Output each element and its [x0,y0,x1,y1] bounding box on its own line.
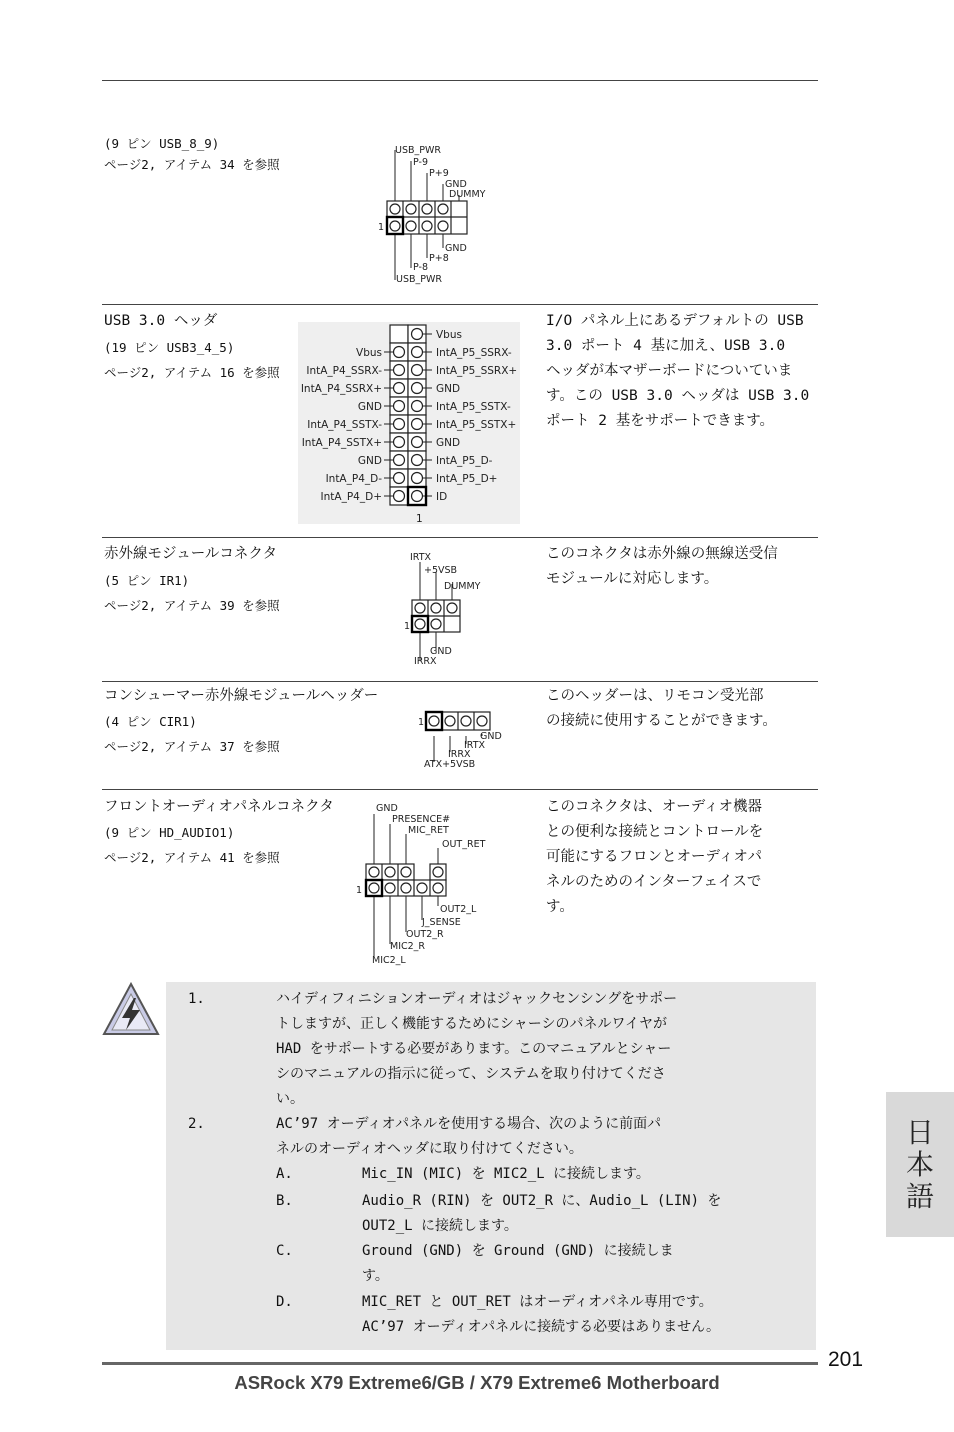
usb20-diagram [370,140,530,288]
footer-title: ASRock X79 Extreme6/GB / X79 Extreme6 Motherboard [234,1372,720,1393]
usb30-right-label: IntA_P5_SSTX+ [436,419,517,431]
note-line: トしますが、正しく機能するためにシャーシのパネルワイヤが [276,1016,668,1032]
cir-desc-line: このヘッダーは、リモコン受光部 [546,688,764,704]
ir-title: 赤外線モジュールコネクタ [104,546,278,562]
audio-desc-line: す。 [546,899,574,915]
usb30-pin-cell [390,325,408,343]
usb20-label: P+9 [429,168,449,179]
ir-pin1: 1 [404,621,411,632]
usb30-pin [412,401,423,412]
audio-desc-line: ネルのためのインターフェイスで [546,874,762,890]
usb20-ref: ページ2, アイテム 34 を参照 [104,157,280,172]
cir-diagram [412,704,512,770]
note-sub-letter: A. [276,1166,293,1182]
note-sub-letter: B. [276,1193,293,1209]
usb30-left-label: IntA_P4_SSRX- [306,365,382,377]
audio-label: OUT2_L [440,904,477,915]
usb30-left-label: IntA_P4_SSTX- [307,419,382,431]
audio-ref: ページ2, アイテム 41 を参照 [104,850,280,865]
footer-rule [102,1362,818,1365]
usb30-pin [412,347,423,358]
usb30-pin [412,455,423,466]
usb30-pin [412,419,423,430]
usb30-pin [394,401,405,412]
note-sub-line: す。 [362,1268,389,1284]
note-line: AC’97 オーディオパネルを使用する場合、次のように前面パ [276,1116,662,1132]
usb30-desc-line: す。この USB 3.0 ヘッダは USB 3.0 [546,388,810,404]
audio-diagram [352,798,502,968]
usb30-pin1: 1 [416,513,423,524]
ir-diagram [398,548,508,670]
usb30-right-label: ID [436,491,448,503]
usb30-left-label: GND [357,455,382,467]
audio-title: フロントオーディオパネルコネクタ [104,799,334,815]
usb30-right-label: Vbus [436,329,462,341]
usb30-right-label: IntA_P5_SSTX- [436,401,511,413]
audio-desc-line: との便利な接続とコントロールを [546,824,764,840]
audio-label: J_SENSE [422,917,461,928]
usb30-pin [412,473,423,484]
audio-label: PRESENCE# [392,814,451,825]
usb30-pin [412,329,423,340]
ir-ref: ページ2, アイテム 39 を参照 [104,598,280,613]
section-rule [102,304,818,305]
usb30-pin [412,437,423,448]
note-line: い。 [276,1091,304,1107]
note-sub-line: AC’97 オーディオパネルに接続する必要はありません。 [362,1319,721,1335]
usb20-pin1: 1 [378,222,385,233]
usb30-left-label: IntA_P4_D+ [320,491,382,503]
audio-label: MIC2_R [390,941,426,952]
audio-label: OUT2_R [406,929,444,940]
usb30-pin [394,365,405,376]
usb30-desc-line: I/O パネル上にあるデフォルトの USB [546,313,804,329]
ir-label: +5VSB [424,565,458,576]
usb30-pin [412,491,423,502]
usb30-pins: (19 ピン USB3_4_5) [104,340,235,355]
section-rule [102,789,818,790]
cir-label: IRTX [464,740,486,751]
usb20-label: GND [445,243,467,254]
usb20-label: USB_PWR [396,274,442,285]
note-sub-line: MIC_RET と OUT_RET はオーディオパネル専用です。 [362,1294,713,1310]
ir-label: IRTX [410,552,432,563]
usb30-diagram [298,322,520,524]
cir-label: IRRX [448,749,471,760]
usb30-pin [394,383,405,394]
usb30-pin [394,437,405,448]
usb20-label: USB_PWR [395,145,441,156]
section-rule [102,537,818,538]
usb30-pin [394,347,405,358]
ir-label: DUMMY [444,581,481,592]
usb30-left-label: GND [357,401,382,413]
usb30-desc-line: ポート 2 基をサポートできます。 [546,413,775,429]
cir-pin1: 1 [418,717,425,728]
note-sub-letter: D. [276,1294,293,1310]
usb30-pin [412,365,423,376]
ir-label: IRRX [414,656,437,667]
audio-label: MIC2_L [372,955,406,966]
usb30-right-label: IntA_P5_D- [436,455,493,467]
audio-pins: (9 ピン HD_AUDIO1) [104,825,235,840]
language-tab-char: 語 [905,1180,934,1213]
usb20-pins: (9 ピン USB_8_9) [104,136,220,151]
note-line: ハイディフィニションオーディオはジャックセンシングをサポー [276,991,678,1007]
cir-title: コンシューマー赤外線モジュールヘッダー [104,688,379,704]
ir-pins: (5 ピン IR1) [104,573,190,588]
usb30-left-label: IntA_P4_D- [325,473,382,485]
usb30-pin [394,473,405,484]
usb30-desc-line: 3.0 ポート 4 基に加え、USB 3.0 [546,338,786,354]
ir-label: GND [430,646,452,657]
audio-pin1: 1 [356,885,363,896]
audio-label: OUT_RET [442,839,486,850]
audio-desc-line: このコネクタは、オーディオ機器 [546,799,763,815]
note-line: シのマニュアルの指示に従って、システムを取り付けてくださ [276,1066,666,1082]
usb30-right-label: IntA_P5_SSRX- [436,347,512,359]
cir-pins: (4 ピン CIR1) [104,714,197,729]
usb30-left-label: Vbus [356,347,382,359]
language-tab-char: 日 [905,1116,934,1149]
usb30-left-label: IntA_P4_SSTX+ [301,437,382,449]
cir-desc-line: の接続に使用することができます。 [546,713,777,729]
usb30-pin [394,455,405,466]
note-line: HAD をサポートする必要があります。このマニュアルとシャー [276,1041,672,1057]
usb30-left-label: IntA_P4_SSRX+ [300,383,382,395]
usb30-right-label: GND [436,383,461,395]
page-number: 201 [828,1348,864,1371]
note-sub-line: Audio_R (RIN) を OUT2_R に、Audio_L (LIN) を [362,1193,722,1209]
audio-label: MIC_RET [408,825,449,836]
usb30-title: USB 3.0 ヘッダ [104,313,218,329]
usb20-label: P+8 [429,253,449,264]
language-tab-char: 本 [905,1148,934,1181]
cir-label: ATX+5VSB [424,759,476,770]
usb30-pin [394,419,405,430]
note-sub-line: OUT2_L に接続します。 [362,1218,518,1234]
note-item-number: 2. [188,1116,205,1132]
ir-desc-line: モジュールに対応します。 [546,571,719,587]
usb30-pin [394,491,405,502]
note-line: ネルのオーディオヘッダに取り付けてください。 [276,1141,583,1157]
usb20-label: P-8 [413,262,428,273]
usb30-pin [412,383,423,394]
note-sub-line: Ground (GND) を Ground (GND) に接続しま [362,1243,674,1259]
cir-ref: ページ2, アイテム 37 を参照 [104,739,280,754]
usb30-desc-line: ヘッダが本マザーボードについていま [546,363,793,379]
audio-label: GND [376,803,398,814]
usb30-right-label: IntA_P5_D+ [436,473,498,485]
note-sub-line: Mic_IN (MIC) を MIC2_L に接続します。 [362,1166,650,1182]
note-item-number: 1. [188,991,205,1007]
usb20-label: DUMMY [449,189,486,200]
ir-desc-line: このコネクタは赤外線の無線送受信 [546,546,778,562]
language-tab [886,1092,954,1237]
usb30-right-label: GND [436,437,461,449]
audio-desc-line: 可能にするフロンとオーディオパ [546,849,763,865]
warning-icon [100,980,162,1040]
usb30-right-label: IntA_P5_SSRX+ [436,365,518,377]
usb20-label: P-9 [413,157,428,168]
section-rule [102,681,818,682]
top-rule [102,80,818,81]
note-sub-letter: C. [276,1243,293,1259]
usb30-ref: ページ2, アイテム 16 を参照 [104,365,280,380]
usb20-label: GND [445,179,467,190]
cir-label: GND [480,731,502,742]
